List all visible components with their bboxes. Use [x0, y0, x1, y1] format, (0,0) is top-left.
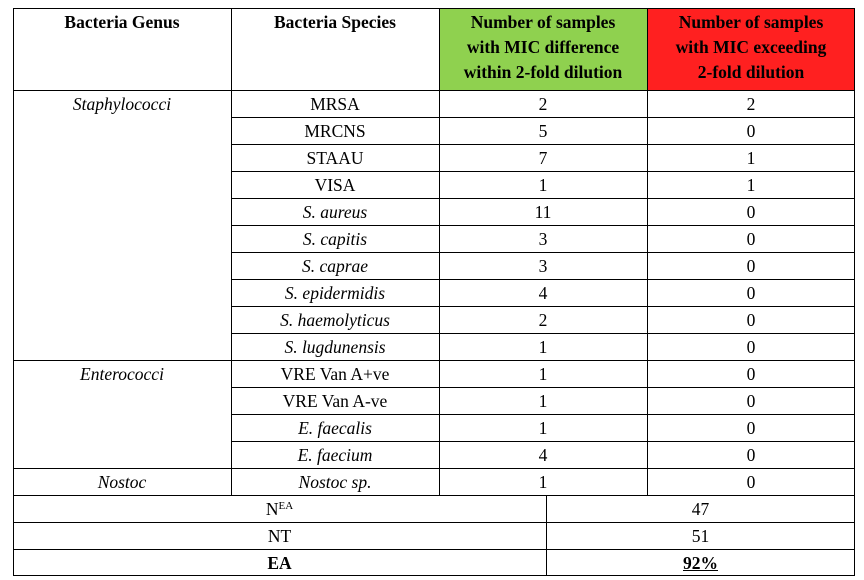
within-cell: 4	[538, 282, 548, 303]
species-cell: MRCNS	[304, 120, 366, 141]
summary-value-nt: 51	[691, 525, 710, 546]
exceeding-cell: 0	[746, 336, 756, 357]
table-header-row	[13, 8, 855, 90]
genus-label: Enterococci	[80, 363, 164, 384]
table-row	[13, 117, 855, 144]
table-row	[13, 198, 855, 225]
table-row	[13, 279, 855, 306]
table-row	[13, 225, 855, 252]
species-cell: Nostoc sp.	[298, 471, 372, 492]
mic-results-table	[13, 8, 855, 576]
within-cell: 1	[538, 417, 548, 438]
species-cell: VISA	[314, 174, 356, 195]
within-cell: 2	[538, 309, 548, 330]
exceeding-cell: 0	[746, 417, 756, 438]
species-cell: S. epidermidis	[284, 282, 386, 303]
header-bacteria-species: Bacteria Species	[274, 12, 396, 32]
table-row	[13, 414, 855, 441]
table-row	[13, 468, 855, 495]
species-cell: S. lugdunensis	[284, 336, 386, 357]
within-cell: 11	[534, 201, 552, 222]
exceeding-cell: 0	[746, 444, 756, 465]
summary-row-nea	[13, 495, 855, 522]
table-row	[13, 441, 855, 468]
summary-value-ea	[546, 549, 855, 576]
within-cell: 7	[538, 147, 548, 168]
species-cell: S. caprae	[301, 255, 369, 276]
within-cell: 1	[538, 336, 548, 357]
header-within-line-1: Number of samples	[470, 12, 616, 32]
header-exceeding-line-2: with MIC exceeding	[675, 37, 827, 57]
table-row	[13, 90, 855, 117]
species-cell: S. aureus	[302, 201, 368, 222]
exceeding-cell: 0	[746, 390, 756, 411]
species-cell: STAAU	[306, 147, 364, 168]
species-cell: S. haemolyticus	[280, 309, 390, 330]
header-exceeding-line-3: 2-fold dilution	[697, 62, 805, 82]
summary-label-nt: NT	[267, 525, 292, 546]
exceeding-cell: 0	[746, 201, 756, 222]
species-cell: MRSA	[310, 93, 360, 114]
within-cell: 1	[538, 363, 548, 384]
header-within-line-3: within 2-fold dilution	[463, 62, 623, 82]
species-cell: E. faecalis	[298, 417, 372, 438]
species-cell: VRE Van A-ve	[282, 390, 388, 411]
exceeding-cell: 0	[746, 309, 756, 330]
summary-label-nea	[13, 495, 546, 522]
summary-value-nea: 47	[691, 498, 710, 519]
exceeding-cell: 0	[746, 471, 756, 492]
nea-base: N	[265, 498, 279, 519]
species-cell: E. faecium	[297, 444, 373, 465]
exceeding-cell: 1	[746, 147, 756, 168]
within-cell: 1	[538, 174, 548, 195]
summary-row-ea	[13, 549, 855, 576]
species-cell: S. capitis	[302, 228, 368, 249]
within-cell: 3	[538, 255, 548, 276]
exceeding-cell: 0	[746, 120, 756, 141]
summary-label-ea: EA	[267, 552, 292, 573]
nea-superscript: EA	[278, 499, 294, 512]
summary-row-nt	[13, 522, 855, 549]
within-cell: 1	[538, 390, 548, 411]
exceeding-cell: 0	[746, 255, 756, 276]
header-within-2fold	[439, 8, 647, 90]
within-cell: 3	[538, 228, 548, 249]
within-cell: 4	[538, 444, 548, 465]
genus-label: Staphylococci	[72, 93, 172, 114]
exceeding-cell: 0	[746, 363, 756, 384]
header-within-line-2: with MIC difference	[466, 37, 620, 57]
exceeding-cell: 0	[746, 282, 756, 303]
table-row	[13, 306, 855, 333]
species-cell: VRE Van A+ve	[280, 363, 390, 384]
header-exceeding-2fold	[647, 8, 855, 90]
exceeding-cell: 1	[746, 174, 756, 195]
table-row	[13, 252, 855, 279]
ea-percentage: 92%	[683, 552, 718, 573]
table-row	[13, 333, 855, 360]
within-cell: 2	[538, 93, 548, 114]
table-row	[13, 171, 855, 198]
header-bacteria-genus: Bacteria Genus	[64, 12, 180, 32]
genus-label: Nostoc	[97, 471, 147, 492]
within-cell: 5	[538, 120, 548, 141]
table-row	[13, 360, 855, 387]
exceeding-cell: 0	[746, 228, 756, 249]
within-cell: 1	[538, 471, 548, 492]
header-exceeding-line-1: Number of samples	[678, 12, 824, 32]
table-row	[13, 144, 855, 171]
table-row	[13, 387, 855, 414]
exceeding-cell: 2	[746, 93, 756, 114]
